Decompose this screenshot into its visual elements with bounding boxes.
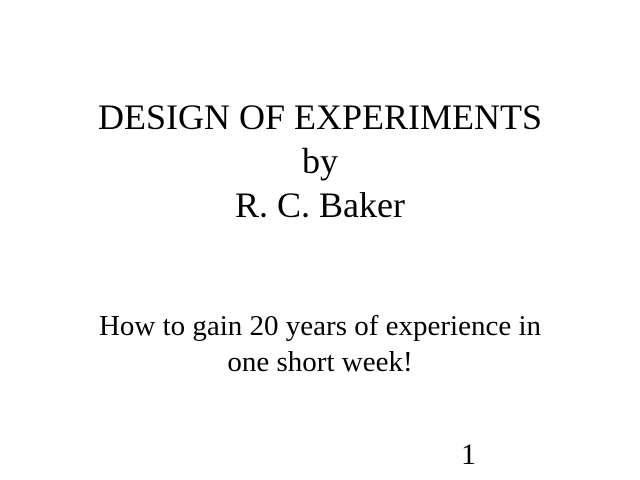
slide-title-line-3: R. C. Baker — [235, 185, 405, 225]
slide-title-line-1: DESIGN OF EXPERIMENTS — [97, 97, 543, 137]
slide-title — [0, 95, 640, 227]
slide-number: 1 — [461, 438, 476, 471]
slide-subtitle — [0, 308, 640, 380]
slide-subtitle-line-1: How to gain 20 years of experience in — [98, 310, 542, 342]
slide-title-line-2: by — [302, 141, 338, 181]
slide-subtitle-line-2: one short week! — [227, 346, 413, 378]
